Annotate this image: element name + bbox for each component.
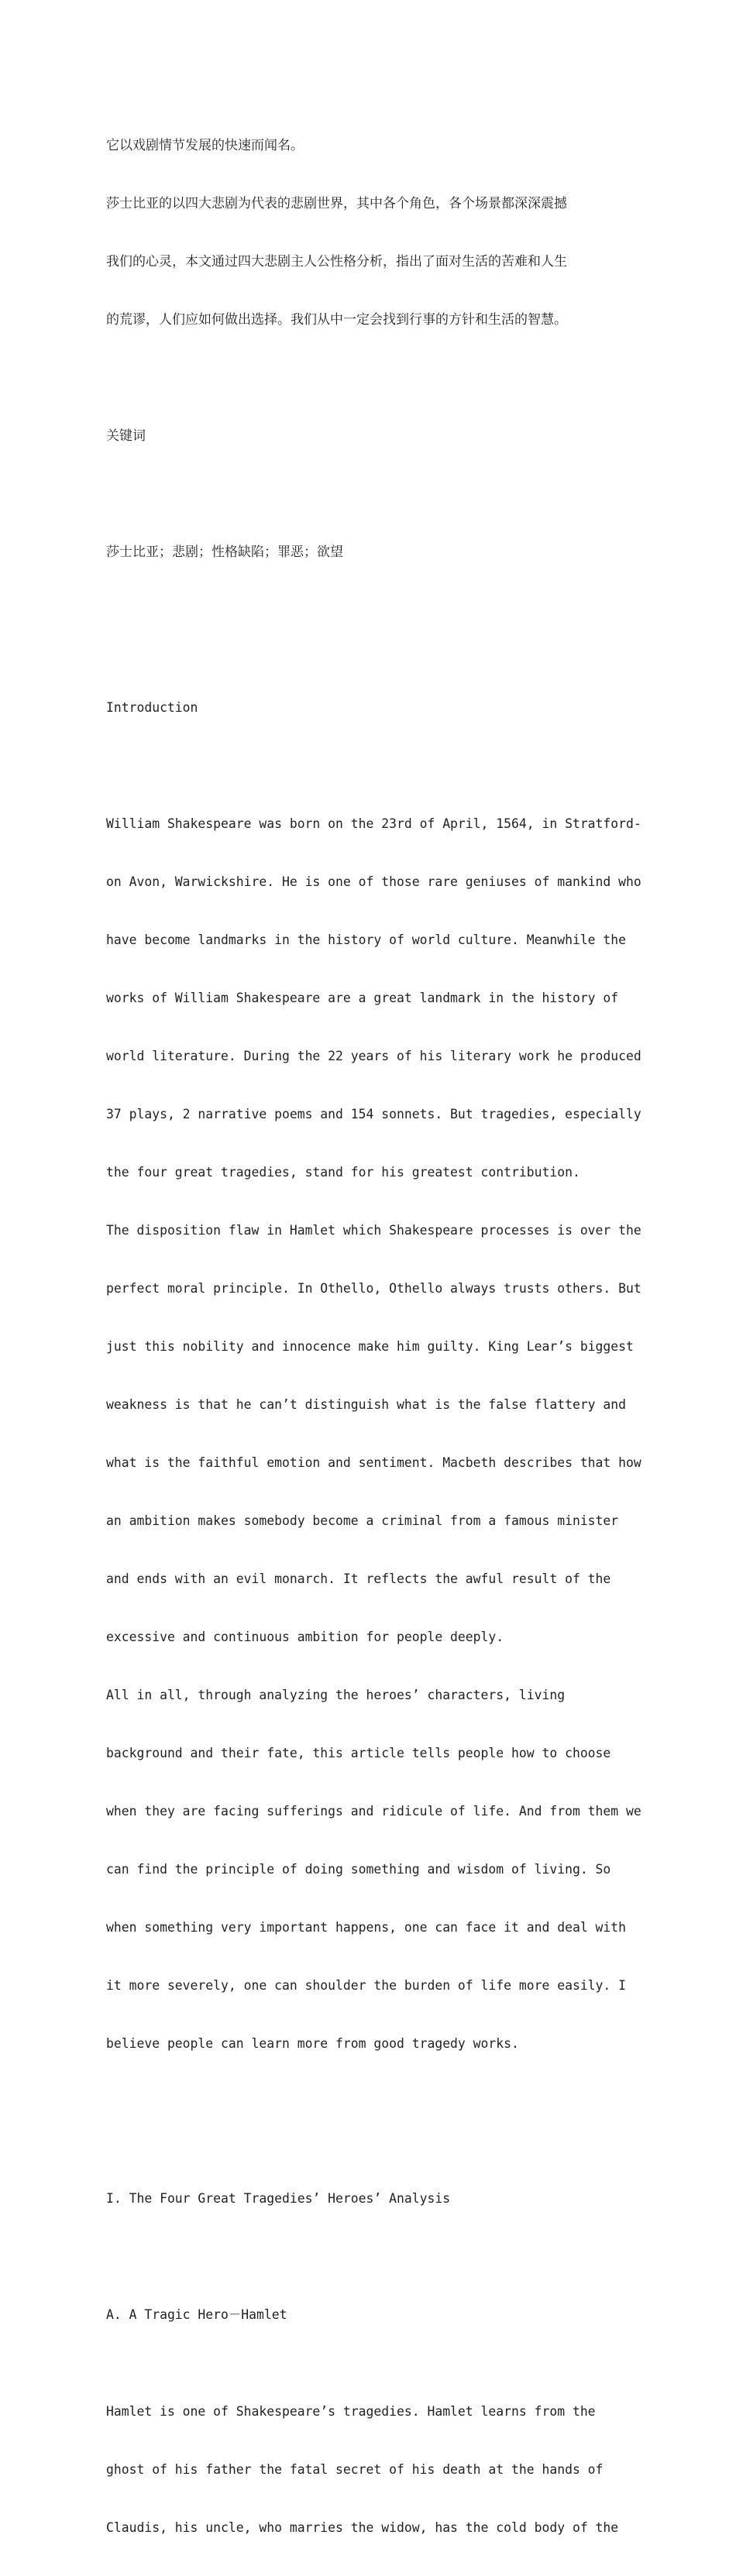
introduction-line: when they are facing sufferings and ridicule of life. And from them we xyxy=(106,1804,641,1819)
introduction-paragraph xyxy=(106,775,641,2092)
introduction-line: can find the principle of doing something and wisdom of living. So xyxy=(106,1862,611,1877)
document-content xyxy=(106,98,641,2576)
introduction-line: on Avon, Warwickshire. He is one of those rare geniuses of mankind who xyxy=(106,874,641,889)
introduction-line: an ambition makes somebody become a criminal from a famous minister xyxy=(106,1513,619,1528)
abstract-paragraph xyxy=(106,98,633,369)
introduction-line: what is the faithful emotion and sentiment. Macbeth describes that how xyxy=(106,1455,641,1470)
introduction-line: world literature. During the 22 years of his literary work he produced xyxy=(106,1049,641,1063)
introduction-line: 37 plays, 2 narrative poems and 154 sonnets. But tragedies, especially xyxy=(106,1107,641,1121)
introduction-line: perfect moral principle. In Othello, Othello always trusts others. But xyxy=(106,1281,641,1296)
introduction-line: background and their fate, this article tells people how to choose xyxy=(106,1746,611,1760)
section-heading: I. The Four Great Tragedies’ Heroes’ Analysis xyxy=(106,2191,451,2206)
introduction-line: the four great tragedies, stand for his greatest contribution. xyxy=(106,1165,580,1180)
introduction-line: works of William Shakespeare are a great landmark in the history of xyxy=(106,991,619,1005)
section-line: ghost of his father the fatal secret of his death at the hands of xyxy=(106,2462,604,2477)
introduction-line: and ends with an evil monarch. It reflects the awful result of the xyxy=(106,1571,611,1586)
introduction-line: All in all, through analyzing the heroes’ characters, living xyxy=(106,1688,566,1702)
introduction-line: The disposition flaw in Hamlet which Shakespeare processes is over the xyxy=(106,1223,641,1238)
introduction-line: William Shakespeare was born on the 23rd of April, 1564, in Stratford- xyxy=(106,816,641,831)
abstract-line: 它以戏剧情节发展的快速而闻名。 xyxy=(106,138,304,153)
introduction-line: have become landmarks in the history of world culture. Meanwhile the xyxy=(106,933,627,947)
introduction-heading: Introduction xyxy=(106,700,198,715)
section-paragraph xyxy=(106,2363,633,2576)
abstract-line: 莎士比亚的以四大悲剧为代表的悲剧世界，其中各个角色，各个场景都深深震撼 xyxy=(106,196,567,211)
abstract-line: 的荒谬，人们应如何做出选择。我们从中一定会找到行事的方针和生活的智慧。 xyxy=(106,312,567,328)
section-line: Hamlet is one of Shakespeare’s tragedies. Hamlet learns from the xyxy=(106,2404,596,2419)
introduction-line: when something very important happens, one can face it and deal with xyxy=(106,1920,627,1935)
introduction-line: weakness is that he can’t distinguish what is the false flattery and xyxy=(106,1397,627,1412)
keywords-heading: 关键词 xyxy=(106,428,146,444)
abstract-line: 我们的心灵，本文通过四大悲剧主人公性格分析，指出了面对生活的苦难和人生 xyxy=(106,254,567,270)
introduction-line: it more severely, one can shoulder the burden of life more easily. I xyxy=(106,1978,627,1993)
subsection-heading: A. A Tragic Hero－Hamlet xyxy=(106,2307,287,2322)
introduction-line: just this nobility and innocence make him guilty. King Lear’s biggest xyxy=(106,1339,634,1354)
keywords-list: 莎士比亚；悲剧；性格缺陷；罪恶；欲望 xyxy=(106,544,343,560)
introduction-line: excessive and continuous ambition for people deeply. xyxy=(106,1630,504,1644)
introduction-line: believe people can learn more from good tragedy works. xyxy=(106,2036,519,2051)
section-line: Claudis, his uncle, who marries the widow, has the cold body of the xyxy=(106,2520,619,2535)
